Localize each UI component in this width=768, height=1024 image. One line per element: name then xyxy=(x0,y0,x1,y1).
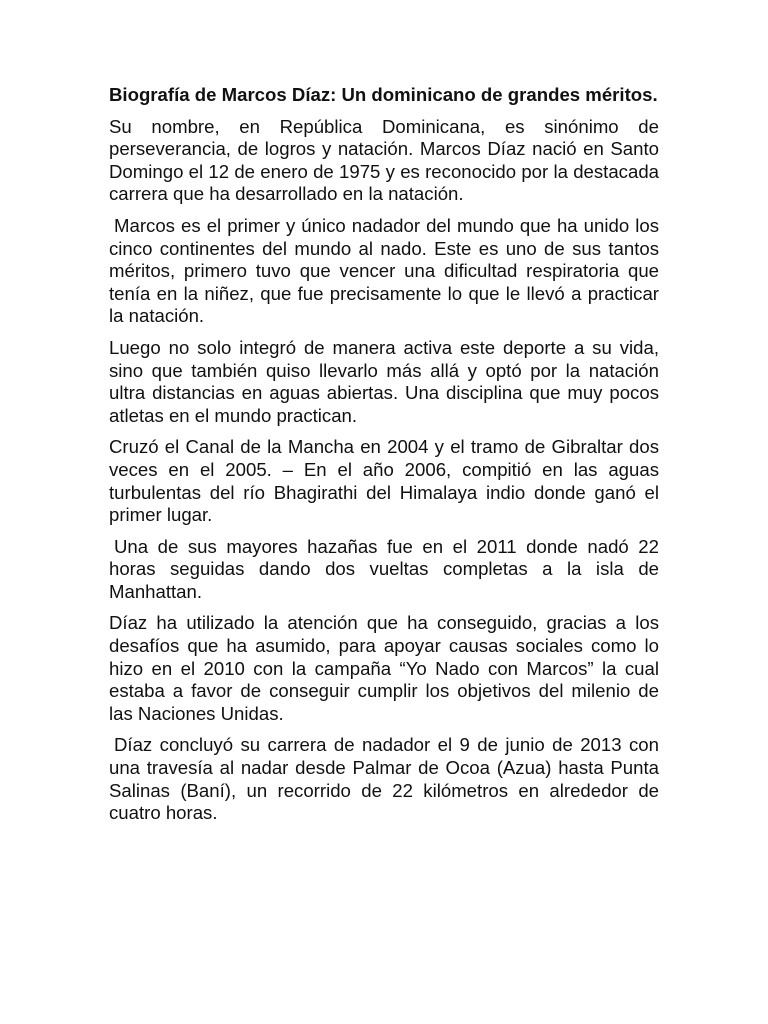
document-title: Biografía de Marcos Díaz: Un dominicano de grandes méritos. xyxy=(109,84,658,105)
paragraph-career-end: Díaz concluyó su carrera de nadador el 9 de junio de 2013 con una travesía al nadar desde Palmar de Ocoa (Azua) hasta Punta Salinas (Baní), un recorrido de 22 kilómetros en alrededor de cuatro horas. xyxy=(109,734,659,824)
paragraph-open-water: Luego no solo integró de manera activa este deporte a su vida, sino que también quiso llevarlo más allá y optó por la natación ultra distancias en aguas abiertas. Una disciplina que muy pocos atletas en el mundo practican. xyxy=(109,336,659,426)
document-page xyxy=(109,84,659,834)
paragraph-social-causes: Díaz ha utilizado la atención que ha conseguido, gracias a los desafíos que ha asumido, para apoyar causas sociales como lo hizo en el 2010 con la campaña “Yo Nado con Marcos” la cual estaba a favor de conseguir cumplir los objetivos del milenio de las Naciones Unidas. xyxy=(109,612,659,724)
paragraph-five-continents: Marcos es el primer y único nadador del mundo que ha unido los cinco continentes del mundo al nado. Este es uno de sus tantos méritos, primero tuvo que vencer una dificultad respiratoria que tenía en la niñez, que fue precisamente lo que le llevó a practicar la natación. xyxy=(109,214,659,327)
paragraph-birth: Su nombre, en República Dominicana, es sinónimo de perseverancia, de logros y natación. Marcos Díaz nació en Santo Domingo el 12 de enero de 1975 y es reconocido por la destacada carrera que ha desarrollado en la natación. xyxy=(109,115,659,205)
paragraph-crossings: Cruzó el Canal de la Mancha en 2004 y el tramo de Gibraltar dos veces en el 2005. – En el año 2006, compitió en las aguas turbulentas del río Bhagirathi del Himalaya indio donde ganó el primer lugar. xyxy=(109,436,659,526)
paragraph-manhattan: Una de sus mayores hazañas fue en el 2011 donde nadó 22 horas seguidas dando dos vueltas completas a la isla de Manhattan. xyxy=(109,535,659,602)
